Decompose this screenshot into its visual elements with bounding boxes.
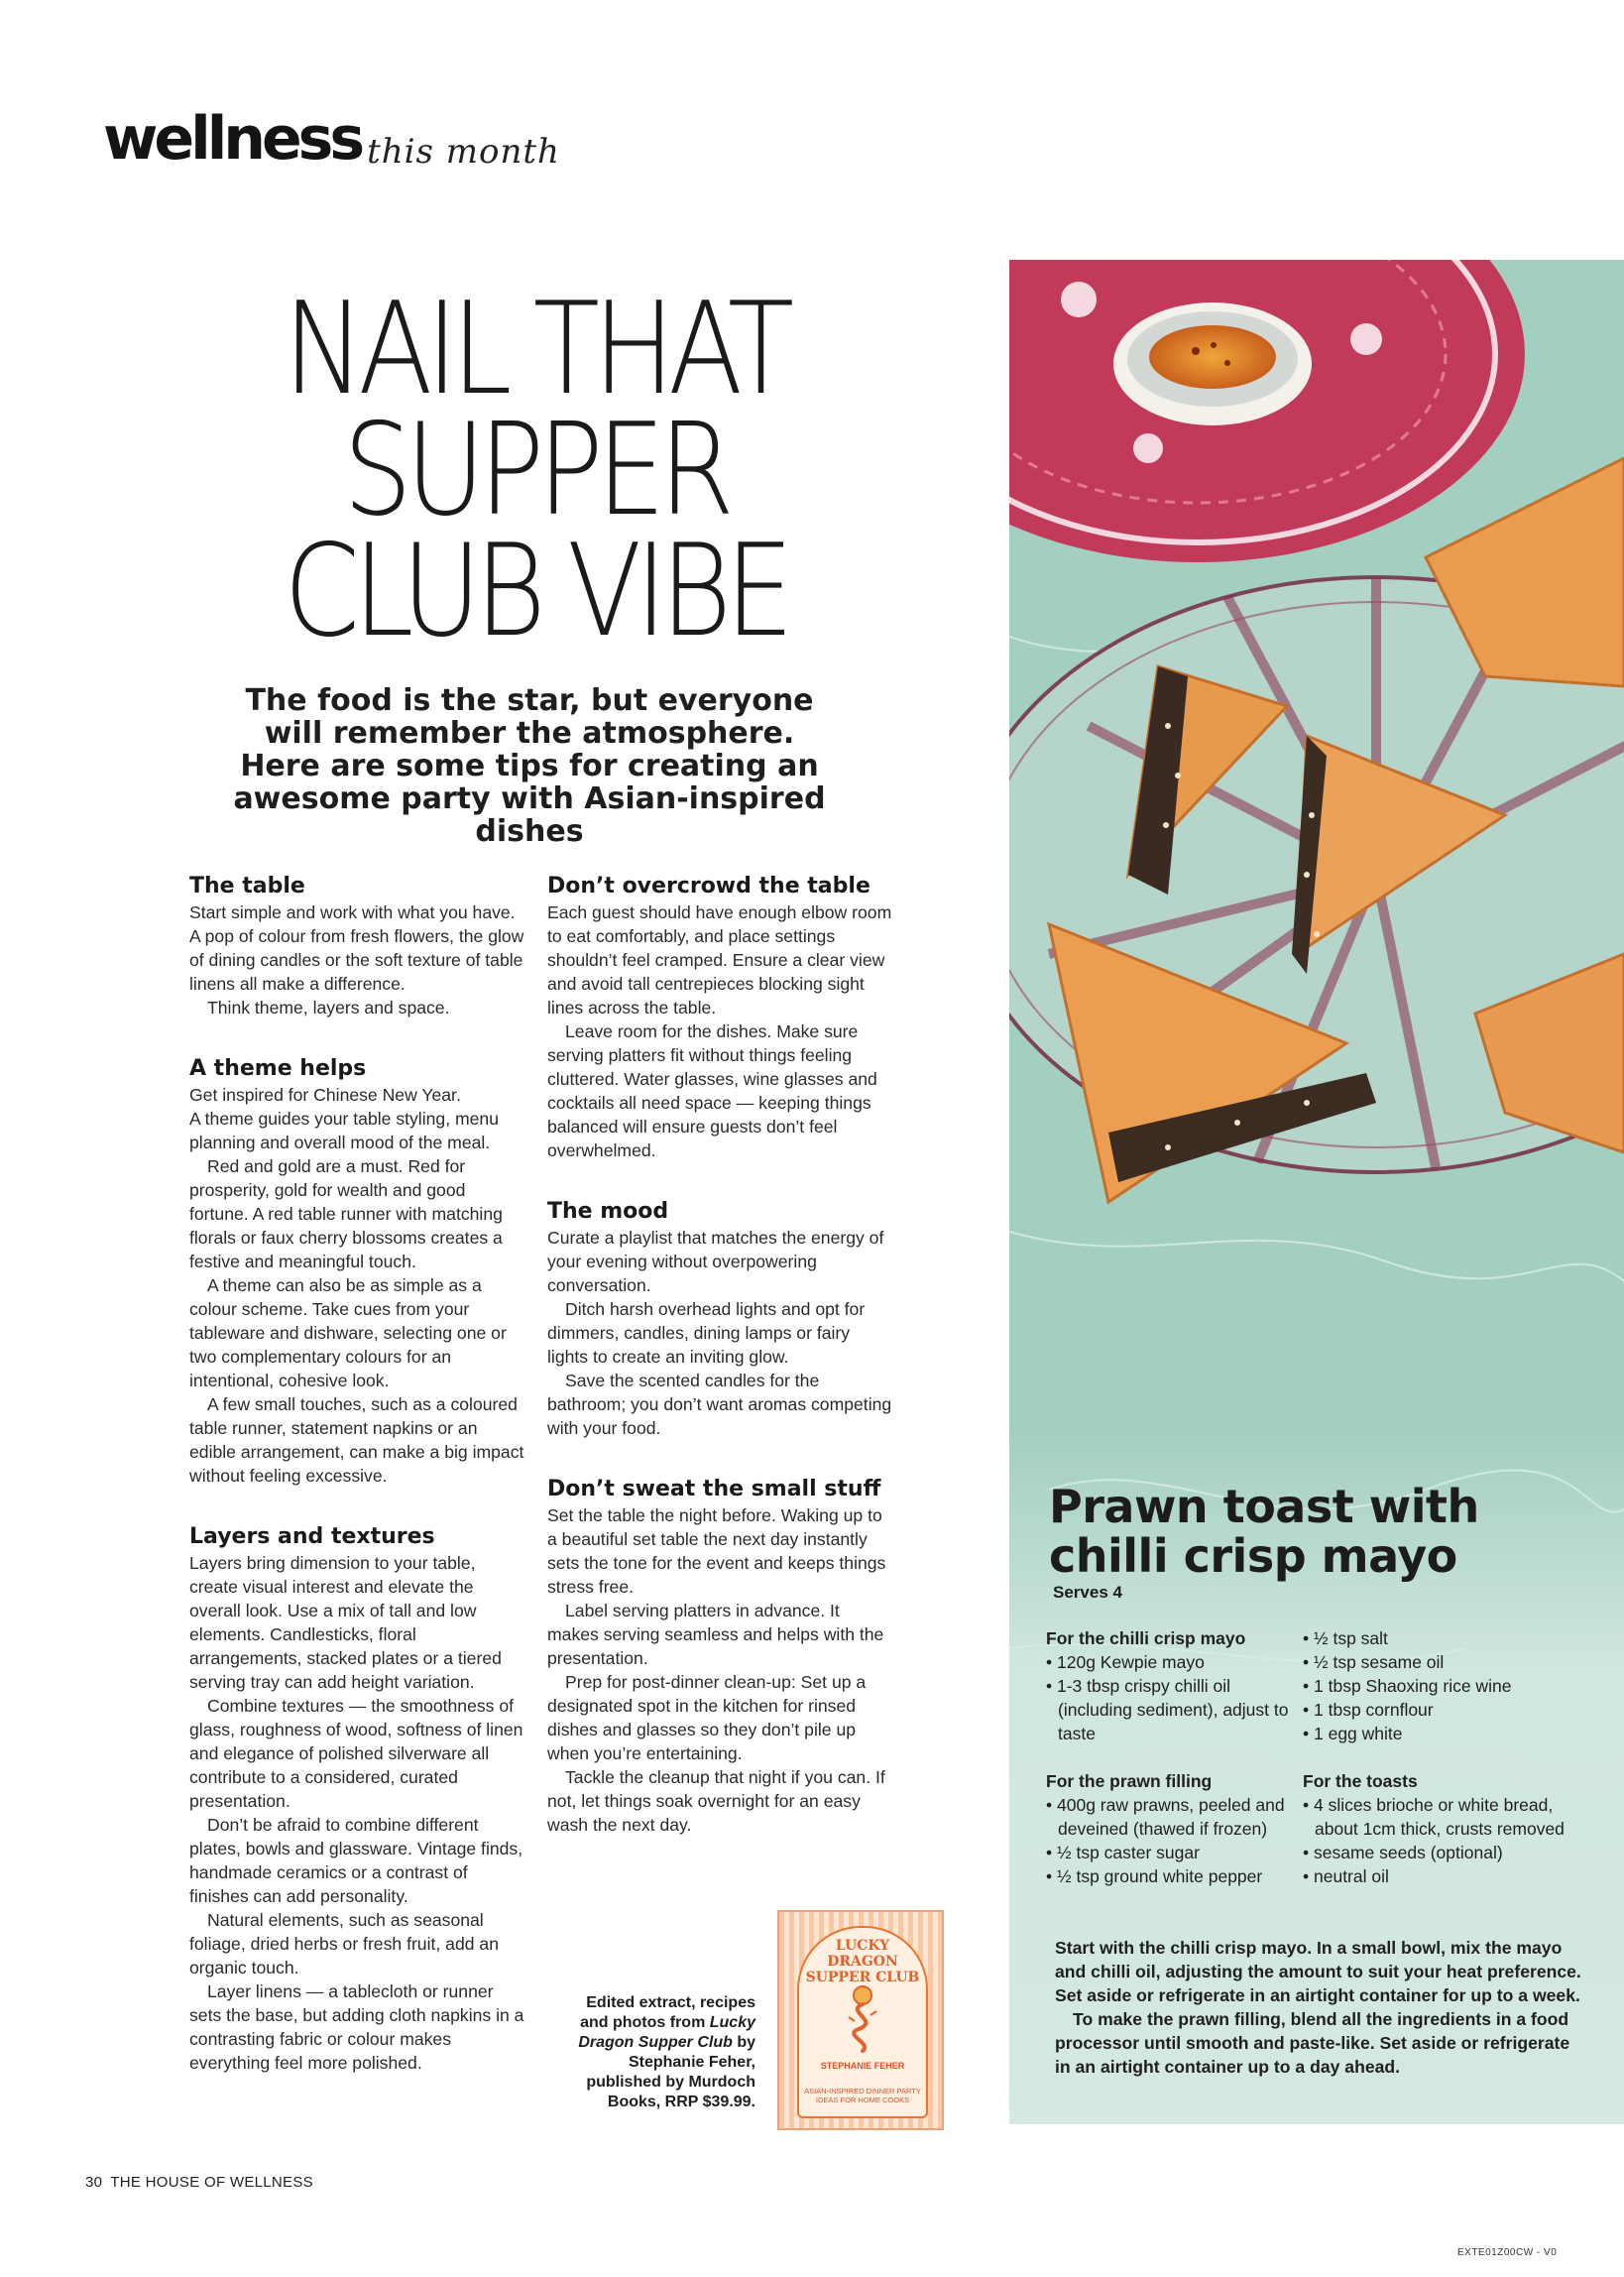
headline: [149, 276, 922, 665]
section-heading: The mood: [547, 1199, 669, 1224]
ingredient-item: • 4 slices brioche or white bread, about 1cm thick, crusts removed: [1303, 1793, 1600, 1841]
ingredient-item: • 120g Kewpie mayo: [1046, 1650, 1294, 1674]
paragraph: Prep for post-dinner clean-up: Set up a designated spot in the kitchen for rinsed dishes and glasses so they don’t pile up when you’re entertaining.: [547, 1672, 867, 1763]
ingredients-heading: For the prawn filling: [1046, 1771, 1213, 1791]
ingredients-heading: For the chilli crisp mayo: [1046, 1628, 1246, 1648]
section-heading: Layers and textures: [189, 1524, 435, 1549]
credit-text: by Stephanie Feher, published by Murdoch Books, RRP $39.99.: [586, 2034, 755, 2110]
paragraph: Combine textures — the smoothness of glass, roughness of wood, softness of linen and elegance of polished silverware all contribute to a considered, curated presentation.: [189, 1696, 523, 1811]
dragon-icon: [833, 1981, 892, 2053]
method-step: Start with the chilli crisp mayo. In a small bowl, mix the mayo and chilli oil, adjusting the amount to suit your heat preference. Set aside or refrigerate in an airtight container for up to a week.: [1055, 1938, 1581, 2005]
ingredient-item: • ½ tsp ground white pepper: [1046, 1864, 1304, 1888]
section-table: [189, 873, 526, 1019]
section-overcrowd: [547, 873, 892, 1162]
ingredient-item: • 1 egg white: [1303, 1722, 1600, 1745]
ingredient-item: • ½ tsp sesame oil: [1303, 1650, 1600, 1674]
paragraph: A theme can also be as simple as a colour scheme. Take cues from your tableware and dishware, selecting one or two complementary colours for an intentional, cohesive look.: [189, 1275, 507, 1390]
paragraph: Tackle the cleanup that night if you can. If not, let things soak overnight for an easy wash the next day.: [547, 1767, 885, 1835]
paragraph: Get inspired for Chinese New Year.: [189, 1085, 461, 1105]
section-small-stuff: [547, 1476, 892, 1837]
recipe-title: Prawn toast with chilli crisp mayo: [1049, 1480, 1479, 1583]
tagline: this month: [367, 132, 560, 172]
ingredients-toasts: [1303, 1769, 1600, 1888]
credit-text: Edited extract, recipes and photos from: [580, 1994, 755, 2031]
ingredient-item: • 1-3 tbsp crispy chilli oil (including sediment), adjust to taste: [1046, 1674, 1294, 1745]
paragraph: Layer linens — a tablecloth or runner sets the base, but adding cloth napkins in a contrasting fabric or colour makes everything feel more polished.: [189, 1981, 524, 2073]
ingredients-mayo: [1046, 1626, 1294, 1745]
brand-logo: wellness: [103, 104, 362, 174]
book-cover-subtitle: ASIAN-INSPIRED DINNER PARTY IDEAS FOR HOME COOKS: [804, 2087, 921, 2104]
book-credit: [555, 1993, 755, 2112]
standfirst: The food is the star, but everyone will remember the atmosphere. Here are some tips for creating an awesome party with Asian-inspired dishes: [233, 683, 826, 849]
book-cover-image: [777, 1910, 944, 2130]
paragraph: Start simple and work with what you have. A pop of colour from fresh flowers, the glow of dining candles or the soft texture of table linens all make a difference.: [189, 902, 524, 994]
paragraph: Don’t be afraid to combine different plates, bowls and glassware. Vintage finds, handmade ceramics or a contrast of finishes can add personality.: [189, 1815, 523, 1906]
column-left: [189, 873, 526, 2110]
sauce-bowl: [1113, 302, 1312, 425]
print-code: EXTE01Z00CW - V0: [1457, 2247, 1558, 2258]
paragraph: A few small touches, such as a coloured table runner, statement napkins or an edible arrangement, can make a big impact without feeling excessive.: [189, 1394, 524, 1486]
paragraph: Ditch harsh overhead lights and opt for dimmers, candles, dining lamps or fairy lights to create an inviting glow.: [547, 1299, 866, 1367]
paragraph: Think theme, layers and space.: [207, 998, 450, 1018]
paragraph: Leave room for the dishes. Make sure serving platters fit without things feeling cluttered. Water glasses, wine glasses and cocktails all need space — keeping things balanced will ensure guests don’t feel overwhelmed.: [547, 1021, 877, 1160]
book-cover-author: STEPHANIE FEHER: [820, 2061, 905, 2071]
ingredient-item: • 1 tbsp Shaoxing rice wine: [1303, 1674, 1600, 1698]
section-heading: Don’t overcrowd the table: [547, 874, 870, 899]
masthead: [103, 99, 560, 174]
recipe-method: [1055, 1936, 1584, 2079]
recipe-serves: Serves 4: [1053, 1583, 1122, 1602]
book-cover-title: LUCKY DRAGON SUPPER CLUB: [805, 1938, 920, 1985]
section-layers: [189, 1523, 526, 2075]
section-mood: [547, 1198, 892, 1440]
paragraph: Natural elements, such as seasonal foliage, dried herbs or fresh fruit, add an organic touch.: [189, 1910, 499, 1977]
paragraph: Set the table the night before. Waking up to a beautiful set table the next day instantly sets the tone for the event and keeps things stress free.: [547, 1505, 886, 1597]
section-heading: Don’t sweat the small stuff: [547, 1477, 881, 1501]
ingredient-item: • ½ tsp caster sugar: [1046, 1841, 1304, 1864]
section-heading: The table: [189, 874, 305, 899]
paragraph: Layers bring dimension to your table, create visual interest and elevate the overall look. Use a mix of tall and low elements. Candlesticks, floral arrangements, stacked plates or a tiered serving tray can add height variation.: [189, 1553, 502, 1692]
ingredient-item: • neutral oil: [1303, 1864, 1600, 1888]
page-number: 30: [85, 2174, 103, 2191]
page-folio: [85, 2174, 313, 2191]
paragraph: Each guest should have enough elbow room to eat comfortably, and place settings shouldn’t feel cramped. Ensure a clear view and avoid tall centrepieces blocking sight lines across the table.: [547, 902, 892, 1018]
column-middle: [547, 873, 892, 1872]
magazine-name: THE HOUSE OF WELLNESS: [110, 2174, 313, 2191]
section-heading: A theme helps: [189, 1056, 367, 1081]
credit-book-title: Lucky Dragon Supper Club: [578, 2014, 755, 2051]
ingredients-filling: [1046, 1769, 1304, 1888]
method-step: To make the prawn filling, blend all the ingredients in a food processor until smooth and paste-like. Set aside or refrigerate in an airtight container up to a day ahead.: [1055, 2009, 1570, 2077]
ingredient-item: • ½ tsp salt: [1303, 1626, 1600, 1650]
ingredients-heading: For the toasts: [1303, 1771, 1418, 1791]
paragraph: Red and gold are a must. Red for prosperity, gold for wealth and good fortune. A red table runner with matching florals or faux cherry blossoms creates a festive and meaningful touch.: [189, 1156, 503, 1271]
headline-line: NAIL THAT: [283, 276, 788, 423]
headline-line: CLUB VIBE: [284, 518, 787, 665]
paragraph: A theme guides your table styling, menu planning and overall mood of the meal.: [189, 1109, 499, 1152]
headline-line: SUPPER: [343, 397, 728, 544]
section-theme: [189, 1055, 526, 1488]
ingredients-mayo-continued: [1303, 1626, 1600, 1745]
paragraph: Label serving platters in advance. It makes serving seamless and helps with the presentation.: [547, 1601, 884, 1668]
ingredient-item: • 400g raw prawns, peeled and deveined (thawed if frozen): [1046, 1793, 1304, 1841]
paragraph: Curate a playlist that matches the energy of your evening without overpowering conversation.: [547, 1228, 884, 1295]
paragraph: Save the scented candles for the bathroom; you don’t want aromas competing with your food.: [547, 1371, 892, 1438]
ingredient-item: • 1 tbsp cornflour: [1303, 1698, 1600, 1722]
ingredient-item: • sesame seeds (optional): [1303, 1841, 1600, 1864]
